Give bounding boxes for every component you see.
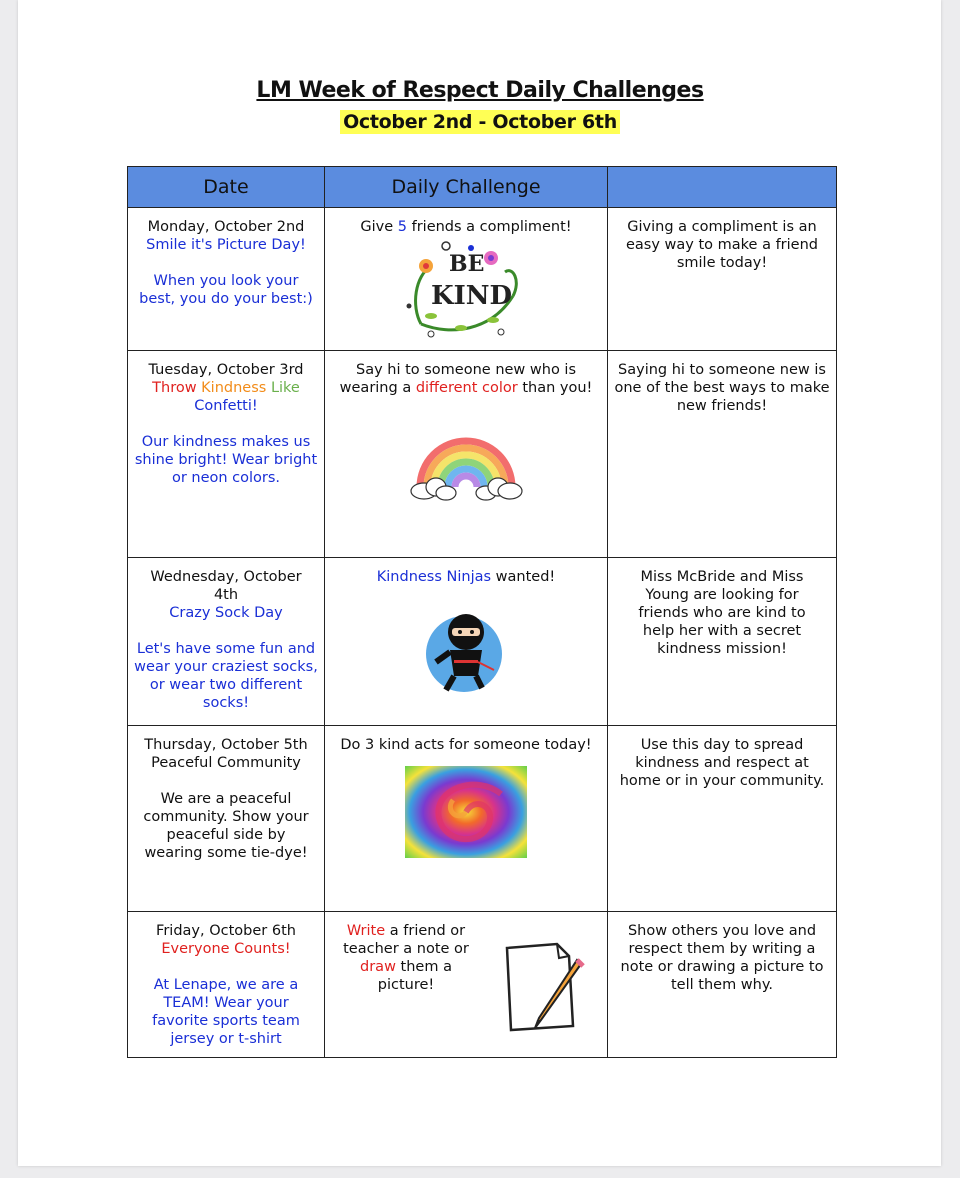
note-pencil-image bbox=[501, 940, 593, 1036]
tie-dye-image bbox=[405, 766, 527, 858]
challenges-table bbox=[127, 166, 837, 1058]
table-row bbox=[128, 726, 837, 912]
row-description: Our kindness makes us shine bright! Wear bright or neon colors. bbox=[134, 434, 318, 486]
row-note: Miss McBride and Miss Young are looking for friends who are kind to help her with a secret kindness mission! bbox=[638, 569, 806, 657]
page-title: LM Week of Respect Daily Challenges bbox=[256, 78, 704, 103]
row-date: Thursday, October 5th bbox=[144, 737, 308, 753]
row-challenge: Kindness Ninjas wanted! bbox=[376, 569, 556, 585]
table-row bbox=[128, 351, 837, 558]
ninja-image bbox=[416, 592, 516, 696]
row-description: When you look your best, you do your best:) bbox=[139, 273, 313, 307]
row-challenge: Give 5 friends a compliment! bbox=[360, 219, 572, 235]
row-theme: Smile it's Picture Day! bbox=[146, 237, 306, 253]
be-text: BE bbox=[449, 251, 485, 277]
table-header-row bbox=[128, 167, 837, 208]
header-notes bbox=[608, 167, 837, 208]
rainbow-image bbox=[406, 417, 526, 507]
row-description: We are a peaceful community. Show your peaceful side by wearing some tie-dye! bbox=[143, 791, 309, 861]
row-note: Giving a compliment is an easy way to make a friend smile today! bbox=[626, 219, 818, 271]
row-theme: Throw Kindness Like Confetti! bbox=[152, 380, 300, 414]
row-date: Wednesday, October 4th bbox=[150, 569, 302, 603]
row-date: Tuesday, October 3rd bbox=[148, 362, 304, 378]
row-challenge: Write a friend or teacher a note or draw them a picture! bbox=[343, 923, 469, 993]
row-note: Saying hi to someone new is one of the best ways to make new friends! bbox=[614, 362, 830, 414]
header-challenge: Daily Challenge bbox=[325, 167, 608, 208]
row-challenge: Say hi to someone new who is wearing a different color than you! bbox=[339, 362, 593, 396]
row-note: Show others you love and respect them by writing a note or drawing a picture to tell them why. bbox=[620, 923, 824, 993]
row-theme: Everyone Counts! bbox=[161, 941, 291, 957]
row-theme: Peaceful Community bbox=[151, 755, 301, 771]
row-date: Monday, October 2nd bbox=[147, 219, 305, 235]
header-date: Date bbox=[128, 167, 325, 208]
page-subtitle: October 2nd - October 6th bbox=[340, 110, 620, 134]
kind-text: KIND bbox=[431, 281, 513, 311]
table-row bbox=[128, 208, 837, 351]
row-description: Let's have some fun and wear your craziest socks, or wear two different socks! bbox=[134, 641, 318, 711]
table-row bbox=[128, 912, 837, 1058]
row-description: At Lenape, we are a TEAM! Wear your favorite sports team jersey or t-shirt bbox=[152, 977, 300, 1047]
row-theme: Crazy Sock Day bbox=[169, 605, 283, 621]
row-note: Use this day to spread kindness and respect at home or in your community. bbox=[619, 737, 825, 789]
row-date: Friday, October 6th bbox=[156, 923, 296, 939]
table-row bbox=[128, 558, 837, 726]
row-challenge: Do 3 kind acts for someone today! bbox=[340, 737, 592, 753]
be-kind-image bbox=[401, 236, 531, 338]
